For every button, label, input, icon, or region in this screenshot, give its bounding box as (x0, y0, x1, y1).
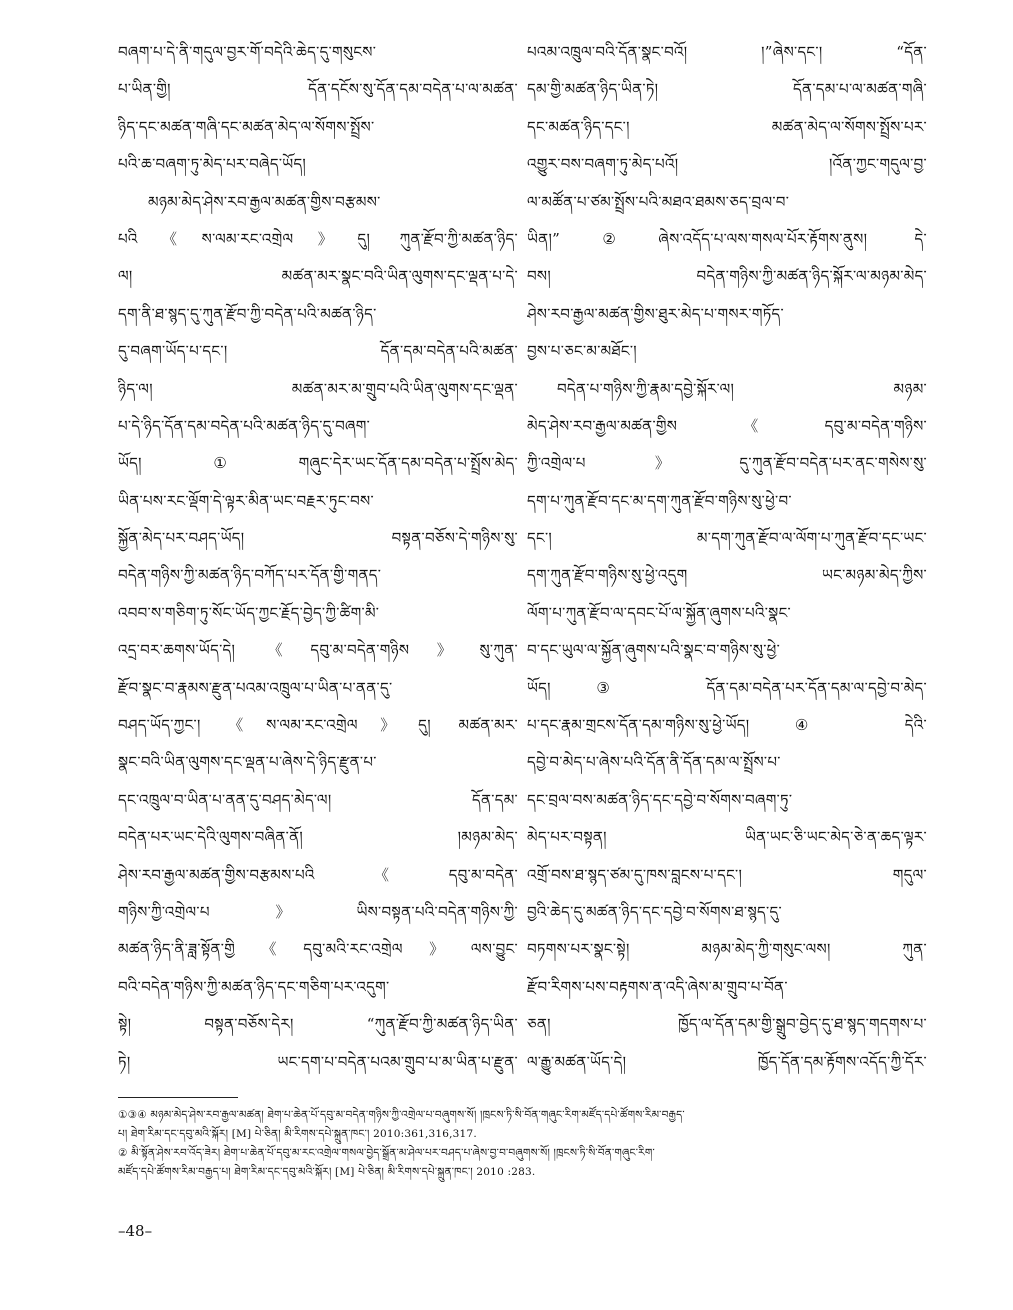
right-column-line: བཏགས་པར་སྣང་སྟེ། མཉམ་མེད་ཀྱི་གསུང་ལས། ཀུན་ (527, 940, 927, 959)
right-column-line: དག་པ་ཀུན་རྫོབ་དང་མ་དག་ཀུན་རྫོབ་གཉིས་སུ་ཕྱེ་བ་ (527, 491, 792, 510)
left-column-line: པ་དེ་ཉིད་དོན་དམ་བདེན་པའི་མཚན་ཉིད་དུ་བཞག་ (118, 416, 371, 435)
left-column-line: བའི་བདེན་གཉིས་ཀྱི་མཚན་ཉིད་དང་གཅིག་པར་འདུག་ (118, 977, 390, 996)
right-column-line: བ་དང་ཡུལ་ལ་སྐྱོན་ཞུགས་པའི་སྣང་བ་གཉིས་སུ་ཕྱེ་ (527, 641, 781, 660)
right-column-line: ཡིན།”②ཞེས་འདོད་པ་ལས་གསལ་པོར་རྟོགས་ནུས། དེ་ (527, 229, 927, 248)
left-column (118, 34, 518, 1081)
right-column-line: དབྱེ་བ་མེད་པ་ཞེས་པའི་དོན་ནི་དོན་དམ་ལ་སྤྲོས་པ་ (527, 753, 781, 772)
right-column-line: འགྲོ་བས་ཐ་སྙད་ཙམ་དུ་ཁས་བླངས་པ་དང་། གདུལ་ (527, 865, 927, 884)
left-column-line: ཏེ། ཡང་དག་པ་བདེན་པའམ་གྲུབ་པ་མ་ཡིན་པ་རྫུན་ (118, 1052, 518, 1071)
left-column-line: བདེན་པར་ཡང་དེའི་ལུགས་བཞིན་ནོ། །མཉམ་མེད་ (118, 828, 518, 847)
right-column-line: རྫོབ་རིགས་པས་བརྟགས་ན་འདི་ཞེས་མ་གྲུབ་པ་བོན་ (527, 977, 788, 996)
right-column-line: དག་ཀུན་རྫོབ་གཉིས་སུ་ཕྱེ་འདུག ཡང་མཉམ་མེད་ཀྱིས་ (527, 566, 927, 585)
right-column-line: ཤེས་རབ་རྒྱལ་མཚན་གྱིས་ཐུར་མེད་པ་གསར་གཏོད་ (527, 304, 784, 323)
right-column-line: མེད་ཤེས་རབ་རྒྱལ་མཚན་གྱིས《དབུ་མ་བདེན་གཉིས་ (527, 416, 927, 435)
left-column-line: པའི་ཆ་བཞག་ཏུ་མེད་པར་བཞེད་ཡོད། (118, 155, 307, 174)
right-column-line: ཅན། ཁྱོད་ལ་དོན་དམ་གྱི་སྒྲུབ་བྱེད་དུ་ཐ་སྙད་གདགས་པ་ (527, 1015, 927, 1034)
left-column-line: དུ་བཞག་ཡོད་པ་དང་། དོན་དམ་བདེན་པའི་མཚན་ (118, 342, 518, 361)
left-column-line: ཉིད་ལ། མཚན་མར་མ་གྲུབ་པའི་ཡིན་ལུགས་དང་ལྡན་ (118, 379, 518, 398)
right-column-line: འགྱུར་བས་བཞག་ཏུ་མེད་པའོ། །འོན་ཀྱང་གདུལ་བྱ་ (527, 155, 927, 174)
left-column-line: ཉིད་དང་མཚན་གཞི་དང་མཚན་མེད་ལ་སོགས་སྤྲོས་ (118, 117, 375, 136)
right-column-line: དམ་གྱི་མཚན་ཉིད་ཡིན་ཏེ། དོན་དམ་པ་ལ་མཚན་གཞི་ (527, 80, 927, 99)
right-column-line: ལ་མཚོན་པ་ཙམ་སྤྲོས་པའི་མཐའ་ཐམས་ཅད་བྲལ་བ་ (527, 192, 790, 211)
footnotes (118, 1106, 918, 1182)
footnote-rule (118, 1097, 238, 1098)
left-column-line: བཞག་པ་དེ་ནི་གདུལ་བྱར་གོ་བདེའི་ཆེད་དུ་གསུངས་ (118, 43, 377, 61)
left-column-line: འདྲ་བར་ཆགས་ཡོད་དེ། 《དབུ་མ་བདེན་གཉིས》སུ་ཀུན་ (118, 641, 518, 660)
left-column-line: ཤེས་རབ་རྒྱལ་མཚན་གྱིས་བརྩམས་པའི《དབུ་མ་བདེན་ (118, 865, 518, 884)
right-column-line: བདེན་པ་གཉིས་ཀྱི་རྣམ་དབྱེ་སྐོར་ལ། མཉམ་ (557, 379, 927, 398)
right-column-line: ཡོད།③ དོན་དམ་བདེན་པར་དོན་དམ་ལ་དབྱེ་བ་མེད་ (527, 678, 927, 697)
left-column-line: ཡོད།①གཞུང་དེར་ཡང་དོན་དམ་བདེན་པ་སྤྲོས་མེད་ (118, 454, 518, 473)
left-column-line: དང་འཁྲུལ་བ་ཡིན་པ་ནན་དུ་བཤད་མེད་ལ། དོན་དམ་ (118, 790, 518, 809)
right-column-line: མེད་པར་བསྟན། ཡིན་ཡང་ཅི་ཡང་མེད་ཅེ་ན་ཆད་ལྟར་ (527, 828, 927, 847)
right-column-line: བྱས་པ་ཅང་མ་མཐོང་། (527, 342, 637, 361)
right-column-line: དང་། མ་དག་ཀུན་རྫོབ་ལ་ལོག་པ་ཀུན་རྫོབ་དང་ཡང་ (527, 529, 927, 548)
left-column-line: ཡིན་པས་རང་ལྡོག་དེ་ལྟར་མིན་ཡང་བརྗར་ཏུང་བས་ (118, 491, 374, 510)
right-column (527, 34, 927, 1081)
right-column-line: པའམ་འཁྲུལ་བའི་དོན་སྣང་བའོ། །”ཞེས་དང་། “དོན་ (527, 43, 927, 61)
right-column-line: བས། བདེན་གཉིས་ཀྱི་མཚན་ཉིད་སྐོར་ལ་མཉམ་མེད་ (527, 267, 927, 286)
left-column-line: དག་ནི་ཐ་སྙད་དུ་ཀུན་རྫོབ་ཀྱི་བདེན་པའི་མཚན་ཉིད་ (118, 304, 377, 323)
right-column-line: ཀྱི་འགྲེལ་པ》དུ་ཀུན་རྫོབ་བདེན་པར་ནང་གསེས་སུ་ (527, 454, 927, 473)
left-column-line: སྣང་བའི་ཡིན་ལུགས་དང་ལྡན་པ་ཞེས་དེ་ཉིད་རྫུན་པ་ (118, 753, 377, 772)
footnote-line: མཛོད་དཔེ་ཚོགས་རིམ་བརྒྱད་པ། ཐེག་རིམ་དང་དབུ་མའི་སྐོར། [M] པེ་ཅིན། མི་རིགས་དཔེ་སྐྲུན་ཁང་། 2010 :283. (118, 1166, 536, 1178)
left-column-line: པའི《ས་ལམ་རང་འགྲེལ》དུ། ཀུན་རྫོབ་ཀྱི་མཚན་ཉིད་ (118, 229, 518, 248)
page-number: –48– (118, 1222, 153, 1240)
left-column-line: མཉམ་མེད་ཤེས་རབ་རྒྱལ་མཚན་གྱིས་བརྩམས་ (148, 192, 381, 211)
left-column-line: སྐྱོན་མེད་པར་བཤད་ཡོད། བསྟན་བཅོས་དེ་གཉིས་སུ་ (118, 529, 518, 548)
left-column-line: གཉིས་ཀྱི་འགྲེལ་པ》ཡིས་བསྟན་པའི་བདེན་གཉིས་ཀྱི་ (118, 902, 518, 921)
left-column-line: རྫོབ་སྣང་བ་རྣམས་རྫུན་པའམ་འཁྲུལ་པ་ཡིན་པ་ནན་དུ་ (118, 678, 393, 697)
left-column-line: འབབ་ས་གཅིག་ཏུ་སོང་ཡོད་ཀྱང་རྗོད་བྱེད་ཀྱི་ཚིག་མི་ (118, 603, 380, 622)
left-column-line: མཚན་ཉིད་ནི་ཟླ་སྟོན་གྱི《དབུ་མའི་རང་འགྲེལ》ལས་བྱུང་ (118, 940, 518, 959)
right-column-line: དང་བྲལ་བས་མཚན་ཉིད་དང་དབྱེ་བ་སོགས་བཞག་ཏུ་ (527, 790, 793, 809)
right-column-line: པ་དང་རྣམ་གྲངས་དོན་དམ་གཉིས་སུ་ཕྱེ་ཡོད།④ དེའི་ (527, 716, 927, 735)
right-column-line: བྱའི་ཆེད་དུ་མཚན་ཉིད་དང་དབྱེ་བ་སོགས་ཐ་སྙད་དུ་ (527, 902, 782, 921)
right-column-line: དང་མཚན་ཉིད་དང་། མཚན་མེད་ལ་སོགས་སྤྲོས་པར་ (527, 117, 927, 136)
right-column-line: ལ་རྒྱུ་མཚན་ཡོད་དེ། ཁྱོད་དོན་དམ་རྟོགས་འདོད་ཀྱི་དོར་ (527, 1052, 927, 1071)
right-column-line: ལོག་པ་ཀུན་རྫོབ་ལ་དབང་པོ་ལ་སྐྱོན་ཞུགས་པའི་སྣང་ (527, 603, 791, 622)
footnote-line: པ། ཐེག་རིམ་དང་དབུ་མའི་སྐོར། [M] པེ་ཅིན། མི་རིགས་དཔེ་སྐྲུན་ཁང་། 2010:361,316,317. (118, 1128, 477, 1140)
left-column-line: བཤད་ཡོད་ཀྱང་། 《ས་ལམ་རང་འགྲེལ》དུ། མཚན་མར་ (118, 716, 518, 735)
left-column-line: པ་ཡིན་གྱི། དོན་དངོས་སུ་དོན་དམ་བདེན་པ་ལ་མཚན་ (118, 80, 518, 99)
footnote-line: ② མི་སྟོན་ཤེས་རབ་འོད་ཟེར། ཐེག་པ་ཆེན་པོ་དབུ་མ་རང་འགྲེལ་གསལ་བྱེད་སྒྲོན་མ་ཤེལ་པར་བཤད་པ་ཞེས་བྱ་བ་བཞུགས་སོ། །ཁྲངས་ཏི་སི་བོན་གཞུང་རིག་ (118, 1147, 655, 1159)
left-column-line: སྟེ། བསྟན་བཅོས་དེར། “ཀུན་རྫོབ་ཀྱི་མཚན་ཉིད་ཡིན་ (118, 1015, 518, 1034)
footnote-line: ①③④ མཉམ་མེད་ཤེས་རབ་རྒྱལ་མཚན། ཐེག་པ་ཆེན་པོ་དབུ་མ་བདེན་གཉིས་ཀྱི་འགྲེལ་པ་བཞུགས་སོ། །ཁྲངས་ཏི་སི་བོན་གཞུང་རིག་མཛོད་དཔེ་ཚོགས་རིམ་བརྒྱད་ (118, 1109, 685, 1121)
left-column-line: ལ། མཚན་མར་སྣང་བའི་ཡིན་ལུགས་དང་ལྡན་པ་དེ་ (118, 267, 518, 286)
left-column-line: བདེན་གཉིས་ཀྱི་མཚན་ཉིད་བཀོད་པར་དོན་གྱི་གནད་ (118, 566, 382, 585)
